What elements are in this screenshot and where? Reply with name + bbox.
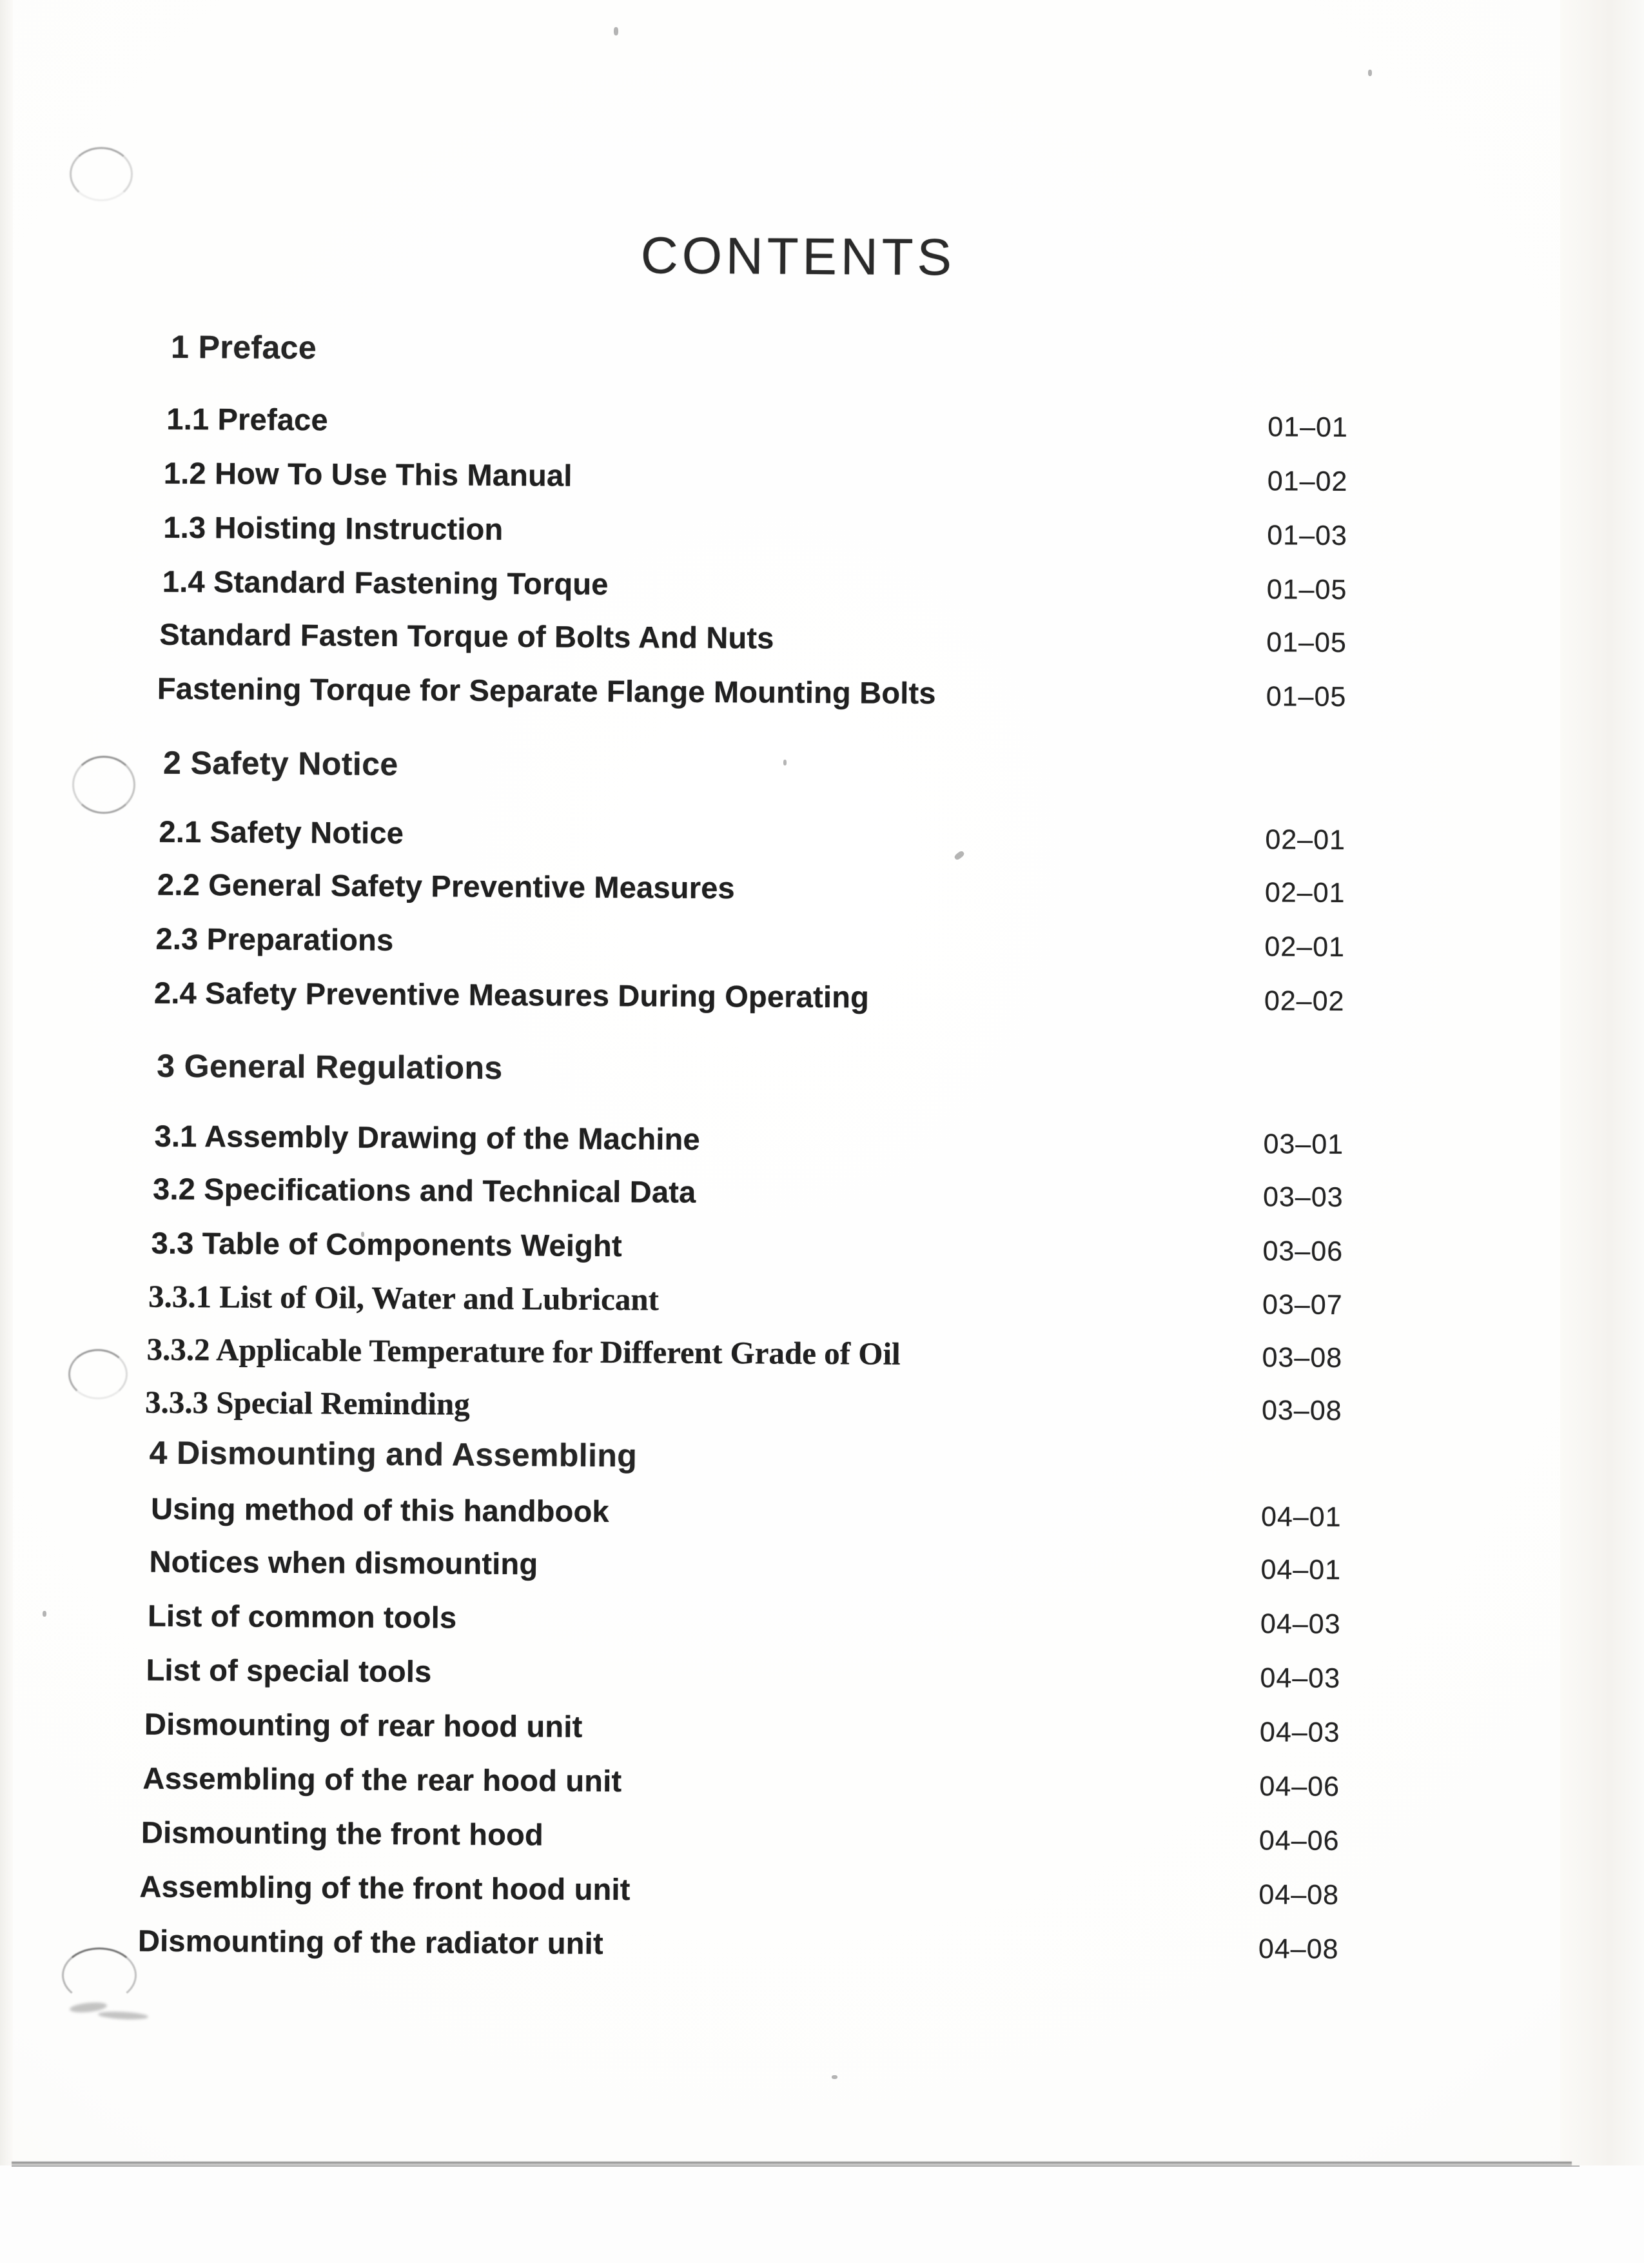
toc-entry-page-number: 04–08 bbox=[1258, 1933, 1339, 1965]
toc-entry-label: 3.1 Assembly Drawing of the Machine bbox=[154, 1118, 701, 1156]
toc-entry-label: 2.4 Safety Preventive Measures During Operating bbox=[153, 975, 870, 1014]
toc-entry-label: List of common tools bbox=[147, 1598, 457, 1635]
dot-leader bbox=[433, 1681, 1253, 1687]
toc-entry-page-number: 01–05 bbox=[1266, 574, 1347, 606]
toc-entry[interactable] bbox=[139, 1869, 1368, 1912]
toc-entry[interactable] bbox=[163, 509, 1376, 552]
dot-leader bbox=[458, 1628, 1254, 1633]
dot-leader bbox=[736, 898, 1258, 902]
dot-leader bbox=[504, 539, 1260, 544]
toc-entry-label: List of special tools bbox=[146, 1652, 432, 1689]
toc-entry-page-number: 01–01 bbox=[1267, 411, 1349, 443]
toc-entry-label: Standard Fasten Torque of Bolts And Nuts bbox=[159, 616, 774, 655]
toc-entry-label: 3.3.3 Special Reminding bbox=[144, 1384, 470, 1422]
dot-leader bbox=[329, 429, 1262, 436]
dot-leader bbox=[701, 1149, 1257, 1153]
toc-entry-label: 3.2 Specifications and Technical Data bbox=[152, 1171, 696, 1209]
toc-entry-label: 2.3 Preparations bbox=[155, 921, 394, 957]
toc-entry-page-number: 03–08 bbox=[1261, 1395, 1342, 1426]
toc-entry-label: 2.1 Safety Notice bbox=[159, 814, 404, 851]
toc-entry-label: Assembling of the rear hood unit bbox=[142, 1760, 622, 1799]
toc-entry-page-number: 04–03 bbox=[1260, 1662, 1341, 1694]
chapter-heading: 3 General Regulations bbox=[157, 1047, 503, 1087]
toc-entry-label: Using method of this handbook bbox=[150, 1491, 609, 1529]
toc-entry-label: 3.3.1 List of Oil, Water and Lubricant bbox=[148, 1278, 660, 1317]
toc-entry-page-number: 02–01 bbox=[1264, 931, 1346, 963]
dot-leader bbox=[610, 594, 1260, 598]
toc-entry-label: Assembling of the front hood unit bbox=[139, 1869, 631, 1907]
toc-entry-label: 2.2 General Safety Preventive Measures bbox=[157, 867, 736, 905]
toc-entry-page-number: 04–06 bbox=[1258, 1825, 1340, 1857]
dot-leader bbox=[605, 1953, 1252, 1958]
toc-entry[interactable] bbox=[166, 401, 1377, 444]
dot-leader bbox=[539, 1573, 1254, 1579]
toc-entry[interactable] bbox=[159, 814, 1375, 857]
toc-entry[interactable] bbox=[159, 616, 1376, 660]
toc-entry-label: Dismounting the front hood bbox=[141, 1815, 544, 1852]
toc-entry-label: Notices when dismounting bbox=[149, 1544, 538, 1581]
toc-entry[interactable] bbox=[146, 1331, 1371, 1376]
toc-entry-page-number: 03–07 bbox=[1262, 1289, 1343, 1321]
chapter-heading: 1 Preface bbox=[170, 328, 317, 366]
toc-entry[interactable] bbox=[151, 1225, 1372, 1268]
dot-leader bbox=[623, 1791, 1253, 1795]
toc-entry-page-number: 01–03 bbox=[1267, 520, 1348, 551]
toc-entry-label: 3.3 Table of Components Weight bbox=[151, 1225, 622, 1263]
toc-entry-page-number: 04–08 bbox=[1258, 1879, 1340, 1911]
toc-entry-label: Fastening Torque for Separate Flange Mounting Bolts bbox=[157, 671, 936, 711]
dot-leader bbox=[902, 1364, 1256, 1366]
toc-entry[interactable] bbox=[162, 564, 1376, 607]
toc-entry[interactable] bbox=[151, 1491, 1371, 1534]
toc-entry[interactable] bbox=[157, 867, 1375, 910]
toc-entry[interactable] bbox=[146, 1652, 1369, 1695]
toc-entry-page-number: 04–06 bbox=[1259, 1771, 1340, 1802]
dot-leader bbox=[405, 843, 1258, 849]
toc-entry-page-number: 03–03 bbox=[1262, 1181, 1344, 1213]
dot-leader bbox=[937, 703, 1260, 705]
dot-leader bbox=[573, 486, 1260, 491]
toc-entry[interactable] bbox=[142, 1760, 1369, 1804]
toc-entry[interactable] bbox=[149, 1544, 1370, 1587]
dot-leader bbox=[697, 1202, 1257, 1206]
chapter-heading: 4 Dismounting and Assembling bbox=[149, 1434, 638, 1474]
toc-entry-label: 1.1 Preface bbox=[166, 401, 329, 437]
toc-entry[interactable] bbox=[144, 1706, 1369, 1750]
toc-entry[interactable] bbox=[154, 975, 1374, 1018]
toc-entry-page-number: 01–02 bbox=[1267, 466, 1348, 497]
toc-entry[interactable] bbox=[138, 1923, 1368, 1966]
toc-entry-page-number: 03–01 bbox=[1263, 1129, 1344, 1160]
toc-entry-page-number: 01–05 bbox=[1266, 627, 1347, 658]
toc-entry-label: Dismounting of the radiator unit bbox=[137, 1923, 603, 1960]
dot-leader bbox=[611, 1521, 1255, 1526]
toc-entry[interactable] bbox=[157, 671, 1376, 714]
toc-entry-label: Dismounting of rear hood unit bbox=[144, 1706, 583, 1744]
page-title: CONTENTS bbox=[640, 226, 956, 286]
toc-entry-page-number: 03–06 bbox=[1262, 1236, 1344, 1267]
toc-entry-page-number: 02–01 bbox=[1264, 877, 1346, 909]
toc-entry[interactable] bbox=[154, 1118, 1373, 1161]
toc-entry[interactable] bbox=[141, 1815, 1369, 1858]
toc-entry[interactable] bbox=[153, 1171, 1373, 1214]
dot-leader bbox=[660, 1310, 1256, 1314]
dot-leader bbox=[395, 950, 1258, 956]
toc-entry-page-number: 03–08 bbox=[1262, 1342, 1343, 1374]
toc-entry-label: 1.2 How To Use This Manual bbox=[163, 455, 572, 493]
toc-entry-page-number: 04–01 bbox=[1260, 1501, 1342, 1533]
dot-leader bbox=[545, 1844, 1253, 1849]
dot-leader bbox=[623, 1256, 1257, 1260]
toc-entry-label: 3.3.2 Applicable Temperature for Different Grade of Oil bbox=[146, 1331, 901, 1372]
chapter-heading: 2 Safety Notice bbox=[162, 744, 398, 783]
toc-entry-page-number: 01–05 bbox=[1266, 681, 1347, 713]
toc-entry-page-number: 02–02 bbox=[1264, 985, 1345, 1017]
dot-leader bbox=[471, 1414, 1255, 1419]
toc-entry-page-number: 04–01 bbox=[1260, 1554, 1342, 1586]
dot-leader bbox=[632, 1899, 1253, 1904]
toc-entry-page-number: 04–03 bbox=[1260, 1608, 1341, 1640]
dot-leader bbox=[870, 1007, 1258, 1010]
toc-entry[interactable] bbox=[164, 455, 1377, 498]
toc-entry[interactable] bbox=[148, 1278, 1372, 1323]
toc-entry-page-number: 04–03 bbox=[1259, 1717, 1340, 1748]
toc-entry-page-number: 02–01 bbox=[1265, 824, 1346, 856]
toc-entry[interactable] bbox=[145, 1384, 1371, 1428]
toc-entry-label: 1.3 Hoisting Instruction bbox=[163, 509, 504, 546]
toc-entry-label: 1.4 Standard Fastening Torque bbox=[162, 564, 609, 601]
dot-leader bbox=[583, 1737, 1253, 1741]
dot-leader bbox=[775, 648, 1260, 652]
toc-entry[interactable] bbox=[148, 1598, 1370, 1641]
toc-entry[interactable] bbox=[155, 921, 1374, 964]
